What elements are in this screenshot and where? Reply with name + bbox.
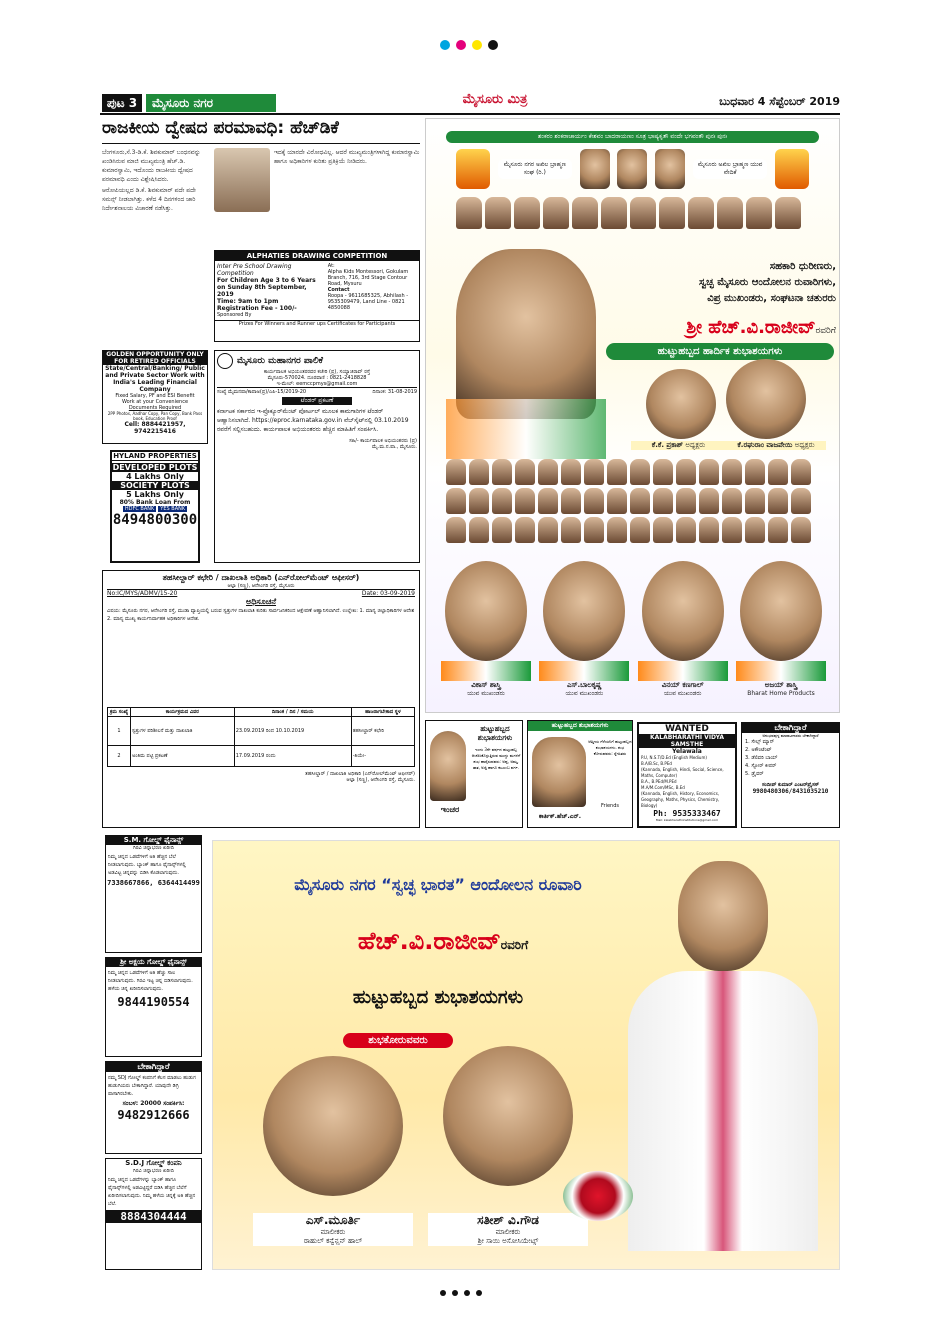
wanted2-phone: 9482912666 [117,1108,190,1122]
corporation-body: ಕರ್ನಾಟಕ ಸರ್ಕಾರದ ಇ-ಪ್ರೊಕ್ಯೂರ್‌ಮೆಂಟ್ ಪೋರ್ಟಲ್ ಮೂಲಕ ಕಾಮಗಾರಿಗಳ ಟೆಂಡರ್ ಆಹ್ವಾನಿಸಲಾಗಿದೆ. https://eproc.karnataka.gov.in ವೆಬ್‌ಸೈಟ್‌ನಲ್ಲಿ 03.10.2019 ರವರೆಗೆ ಸಲ್ಲಿಸಬಹುದು. ಕಾರ್ಯಪಾಲಕ ಅಭಿಯಂತರರು ಹೆಚ್ಚಿನ ಮಾಹಿತಿಗೆ ಸಂಪರ್ಕಿಸಿ. [217,408,409,433]
table-head-date: ದಿನಾಂಕ / ದಿನ / ಸಮಯ [234,708,351,717]
table-row [108,746,415,767]
person2-photo [726,359,806,439]
table-cell: 2 [108,746,131,767]
corporation-sub: ಕಾರ್ಯಪಾಲಕ ಅಭಿಯಂತರರವರ ಕಚೇರಿ (ಪ್ರ), ಸಯ್ಯಾಜಿರಾವ್ ರಸ್ತೆ [263,369,371,375]
supporter-photo [768,459,788,485]
page-number: ಪುಟ 3 [102,94,142,112]
tahsildar-head: ಅಧಿಸೂಚನೆ [245,597,277,606]
supporter-photo [543,197,569,229]
wanted2-title: ಬೇಕಾಗಿದ್ದಾರೆ [106,1062,201,1072]
person1-title: ಅಧ್ಯಕ್ಷರು [685,441,706,449]
banner-honoree [596,317,836,338]
supporter-photo [469,488,489,514]
bottom-person-1-photo [445,561,527,661]
section-title: ಮೈಸೂರು ನಗರ [146,94,276,112]
supporter-photo [601,197,627,229]
table-cell: 17.09.2019 ರಂದು [234,746,351,767]
bb-person1-photo [263,1056,403,1196]
supporter-photo [538,488,558,514]
banner-line1: ಸಹಕಾರಿ ಧುರೀಣರು, [769,261,836,272]
supporter-photo [745,459,765,485]
person1-name-text: ಕೆ.ಕೆ. ಪ್ರಕಾಶ್ [651,441,683,449]
drawing-competition-ad [214,250,420,342]
birthday-box-karthik [527,720,633,828]
birthday2-body: ಆತ್ಮೀಯ ಗೆಳೆಯನಿಗೆ ಹುಟ್ಟುಹಬ್ಬದ ಶುಭಾಶಯಗಳು. ಶುಭ ಕೋರುವವರು: ಸ್ನೇಹಿತರು [588,739,632,756]
tahsildar-signature2: ಆಲ್ಪಾ (ಸಣ್ಣ), ಆನೆಸಿಂಗರಿ ರಸ್ತೆ, ಮೈಸೂರು. [346,777,415,783]
bb-p1-name: ಎಸ್.ಮೂರ್ತಿ [305,1213,361,1227]
bottom-person-3-flag [638,661,728,681]
tahsildar-ref: No:IC/MYS/ADMV/15-20 [107,590,178,597]
bottom-person-3-name: ವಿನಯ್ ಕಣಗಾಲ್ [661,681,704,689]
reg-mark-yellow [472,40,482,50]
masthead: ಮೈಸೂರು ಮಿತ್ರ [462,92,528,107]
hyland-plots2: SOCIETY PLOTS [112,481,198,490]
list-item: 3. ಡೆಲಿವರಿ ಬಾಯ್ [745,755,778,761]
drawing-ad-sponsored: Sponsored By [217,312,252,318]
article-body-left [102,148,210,340]
table-head-desc: ಕಾರ್ಯಕ್ರಮದ ವಿವರ [131,708,235,717]
banner-honoree-suffix: ರವರಿಗೆ [815,326,836,336]
bottom-person-4-name: ಅಜಯ್ ಶಾಸ್ತ್ರಿ [764,681,798,689]
bottom-person-4-photo [740,561,822,661]
hyland-price2: 5 Lakhs Only [126,490,184,499]
header-rule [100,113,840,115]
drawing-ad-subtitle: Inter Pre School Drawing Competition [217,263,292,277]
list-item: (Kannada, English, History, Economics, Geography, Maths, Physics, Chemistry, Biology) [641,791,720,808]
bottom-person-3-photo [642,561,724,661]
corporation-address: ಮೈಸೂರು-570024. ದೂರವಾಣಿ : 0821-2418828 [267,375,367,381]
birthday2-title: ಹುಟ್ಟುಹಬ್ಬದ ಶುಭಾಶಯಗಳು [528,721,632,731]
bb-line1: ಮೈಸೂರು ನಗರ “ಸ್ವಚ್ಛ ಭಾರತ” ಆಂದೋಲನ ರೂವಾರಿ [294,875,582,894]
gold2-body: ನಿಮ್ಮ ಚಿನ್ನದ ಒಡವೆಗಳಿಗೆ ಅತಿ ಹೆಚ್ಚು ಸಾಲ ನೀಡಲಾಗುವುದು. ಗಿರವಿ ಇಟ್ಟ ಚಿನ್ನ ಬಿಡಿಸಲಾಗುವುದು. ಹಳೆಯ ಚಿನ್ನ ಖರೀದಿಸಲಾಗುವುದು. [108,970,193,992]
tahsildar-date: Date: 03-09-2019 [361,590,415,597]
reg-mark-black [464,1290,470,1296]
drawing-ad-contact-label: Contact [327,287,350,293]
supporter-photo [515,488,535,514]
wanted-email: Mail: kalabharathiinstitutions@gmail.com [655,818,719,822]
wanted-kn-contact: ಸಂದೀಪ್ ಕುಮಾರ್ ಎಂಟರ್‌ಪ್ರೈಸಸ್ [761,782,820,788]
reg-mark-black [452,1290,458,1296]
tahsildar-title: ತಹಸೀಲ್ದಾರ್ ಕಛೇರಿ / ದಾಖಲಾತಿ ಅಧಿಕಾರಿ (ಎನ್‌ರೋಲ್‌ಮೆಂಟ್ ಆಫೀಸರ್) [162,573,360,582]
table-cell: ತಹಸೀಲ್ದಾರ್ ಕಛೇರಿ [351,717,414,746]
supporter-photo [492,488,512,514]
golden-ad-title: GOLDEN OPPORTUNITY ONLY FOR RETIRED OFFICIALS [103,351,207,365]
gold1-title: S.M. ಗೋಲ್ಡ್ ಫೈನಾನ್ಸ್ [106,836,201,845]
corporation-tender-notice [214,350,420,563]
list-item: 4. ಸ್ಟೋರ್ ಕೀಪರ್ [745,763,777,769]
banner-line3: ವಿಪ್ರ ಮುಖಂಡರು, ಸಂಘಟನಾ ಚತುರರು [707,293,836,304]
deity-left [456,149,490,189]
bottom-person-2-flag [539,661,629,681]
supporter-photo [699,517,719,543]
person2-name-text: ಕೆ.ರಘುರಾಂ ವಾಜಪೇಯಿ [737,441,793,449]
banner-honoree-name: ಶ್ರೀ ಹೆಚ್.ವಿ.ರಾಜೀವ್ [686,317,816,338]
bb-bouquet [563,1171,633,1221]
bottom-person-1-flag [441,661,531,681]
supporter-photo [584,459,604,485]
sdj-body: ನಿಮ್ಮ ಚಿನ್ನದ ಒಡವೆಗಳನ್ನು ಬ್ಯಾಂಕ್ ಹಾಗೂ ಫೈನಾನ್ಸ್‌ಗಳಲ್ಲಿ ಅಡವಿಟ್ಟಿದ್ದರೆ ಬಿಡಿಸಿ ಹೆಚ್ಚಿನ ಬೆಲೆಗೆ ಖರೀದಿಸಲಾಗುವುದು. ನಿಮ್ಮ ಹಳೆಯ ಚಿನ್ನಕ್ಕೆ ಅತಿ ಹೆಚ್ಚಿನ ಬೆಲೆ. [108,1177,196,1207]
bb-honoree-suffix: ರವರಿಗೆ [500,938,529,952]
birthday1-name: ಇಂಚರ [440,805,460,814]
supporter-photo [514,197,540,229]
supporter-photo [515,459,535,485]
person2-title: ಅಧ್ಯಕ್ಷರು [794,441,815,449]
supporter-photo [572,197,598,229]
supporter-photo [676,459,696,485]
wanted-kn-list [742,738,839,778]
bb-honoree-name: ಹೆಚ್.ವಿ.ರಾಜೀವ್ [357,927,501,955]
bottom-person-2-name: ಎಸ್.ಬಾಲಕೃಷ್ಣ [567,681,602,689]
bottom-person-4-title: Bharat Home Products [747,690,815,697]
bottom-person-4-flag [736,661,826,681]
akshaya-gold-finance-ad [105,957,202,1057]
gold1-phone: 7338667866, 6364414499 [107,879,200,887]
person2-name [726,441,826,450]
wanted-kalabharathi-ad [637,722,737,828]
supporter-photo [745,517,765,543]
birthday2-name: ಕಾರ್ತಿಕ್.ಹೆಚ್.ಎನ್. [538,813,582,820]
tahsildar-sub: ಆಲ್ಪಾ (ಸಣ್ಣ), ಆನೆಸಿಂಗರಿ ರಸ್ತೆ, ಮೈಸೂರು [107,583,415,590]
article-para-3: ಇದಕ್ಕೆ ಯಾರದೇ ವಿರೋಧವಿಲ್ಲ. ಆದರೆ ಮುಖ್ಯಮಂತ್ರಿಗಳಾಗಿದ್ದ ಕುಮಾರಸ್ವಾಮಿ ಹಾಗೂ ಅಧಿಕಾರಿಗಳ ಕುರಿತು ಪ್ರತಿಕ್ರಿಯೆ ನೀಡಿದರು. [274,149,420,165]
wanted2-body: ನಮ್ಮ SDJ ಗೋಲ್ಡ್ ಕಂಪನಿಗೆ ಕೆಲಸ ಮಾಡಲು ಹುಡುಗ ಹುಡುಗಿಯರು ಬೇಕಾಗಿದ್ದಾರೆ. ಯಾವುದೇ ಡಿಗ್ರಿ ಪಾಸಾಗಿರಬೇಕು. [108,1075,196,1097]
supporter-photo [446,517,466,543]
bottom-person-4 [736,561,826,711]
supporter-photo [768,517,788,543]
hyland-properties-ad [110,450,200,563]
table-head-no: ಕ್ರಮ ಸಂಖ್ಯೆ [108,708,131,717]
sdj-sub: ಗಿರವಿ ಚಿನ್ನಾಭರಣ ಖರೀದಿ [133,1168,174,1174]
saint-2 [617,149,647,189]
person1-name [631,441,726,450]
drawing-ad-line1: For Children Age 3 to 6 Years on Sunday 8th September, 2019 [217,277,316,298]
drawing-ad-title: ALPHATIES DRAWING COMPETITION [215,251,419,261]
supporter-photo [456,197,482,229]
supporter-faces-grid [446,459,826,543]
list-item: 1. ಸೇಲ್ಸ್ ಮ್ಯಾನ್ [745,739,775,745]
supporter-photo [538,459,558,485]
table-cell: 23.09.2019 ರಿಂದ 10.10.2019 [234,717,351,746]
supporter-photo [561,459,581,485]
supporter-photo [515,517,535,543]
wanted-kannada-ad [741,722,840,828]
list-item: (Kannada, English, Hindi, Social, Science, Maths, Computer) [641,767,724,778]
supporter-photo [538,517,558,543]
corporation-title: ಮೈಸೂರು ಮಹಾನಗರ ಪಾಲಿಕೆ [237,356,323,366]
supporter-photo [746,197,772,229]
birthday2-friends: Friends [601,803,619,809]
sm-gold-finance-ad [105,835,202,953]
golden-ad-docs: 2PP Photos, Aadhar Copy, Pan Copy, Bank Pass book, Education Proof [107,411,203,421]
tahsildar-body: ವಿಷಯ: ಮೈಸೂರು ನಗರ, ಆನೆಸಿಂಗರಿ ರಸ್ತೆ, ಮುಡಾ ವ್ಯಾಪ್ತಿಯಲ್ಲಿ ಬರುವ ಸ್ವತ್ತುಗಳ ದಾಖಲಾತಿ ಕುರಿತು ಸಾರ್ವಜನಿಕರಿಂದ ಆಕ್ಷೇಪಣೆ ಆಹ್ವಾನಿಸಲಾಗಿದೆ. ಉಲ್ಲೇಖ: 1. ಮಾನ್ಯ ಜಿಲ್ಲಾಧಿಕಾರಿಗಳ ಆದೇಶ 2. ಮಾನ್ಯ ಮುಖ್ಯ ಕಾರ್ಯನಿರ್ವಾಹಕ ಅಧಿಕಾರಿಗಳ ಆದೇಶ. [107,608,415,622]
corporation-date: ದಿನಾಂಕ: 31-08-2019 [372,389,417,395]
article-para-2: ಆರೋಪಿಯಲ್ಲದ ಡಿ.ಕೆ. ಶಿವಕುಮಾರ್ ಪದೇ ಪದೇ ಸಮನ್ಸ್ ನೀಡಲಾಗಿತ್ತು. ಕಳೆದ 4 ದಿನಗಳಿಂದ ಜಾರಿ ನಿರ್ದೇಶನಾಲಯ ವಿಚಾರಣೆ ನಡೆಸಿತ್ತು. [102,187,196,212]
bottom-person-2-title: ಯುವ ಮುಖಂಡರು [565,690,604,697]
supporter-photo [722,517,742,543]
table-cell: -ತಿಯೇ- [351,746,414,767]
golden-ad-phone: Cell: 8884421957, 9742215416 [124,421,186,435]
banner-org-right: ಮೈಸೂರು ಅಖಿಲ ಬ್ರಾಹ್ಮಣ ಯುವ ವೇದಿಕೆ [693,159,767,179]
supporter-photo [630,197,656,229]
supporter-photo [561,517,581,543]
bb-honoree-head [678,861,768,971]
birthday1-title: ಹುಟ್ಟುಹಬ್ಬದ ಶುಭಾಶಯಗಳು [477,725,513,742]
sdj-phone: 8884304444 [106,1210,201,1223]
supporter-photo [676,488,696,514]
golden-ad-convenience: Work at your Convenience [121,399,189,405]
wanted-kn-phone: 9980480306/8431035210 [752,788,829,795]
supporter-photo [607,488,627,514]
wanted-sdj-ad [105,1061,202,1154]
bottom-person-3-title: ಯುವ ಮುಖಂಡರು [663,690,702,697]
supporter-photo [446,488,466,514]
supporter-photo [446,459,466,485]
list-item: 5. ಡ್ರೈವರ್ [745,771,764,777]
bb-person2-label [428,1213,588,1246]
supporter-photo [469,517,489,543]
table-cell: 1 [108,717,131,746]
tahsildar-signature: ತಹಸೀಲ್ದಾರ್ / ದಾಖಲಾತಿ ಅಧಿಕಾರಿ (ಎನ್‌ರೋಲ್‌ಮೆಂಟ್ ಆಫೀಸರ್) [305,771,415,777]
supporter-photo [653,517,673,543]
gold1-sub: ಗಿರವಿ ಚಿನ್ನಾಭರಣ ಖರೀದಿ [133,845,174,851]
wanted-kn-title: ಬೇಕಾಗಿದ್ದಾರೆ [742,723,839,733]
child-photo [430,731,466,801]
supporter-photo [584,517,604,543]
saint-3 [655,149,685,189]
bottom-person-1 [441,561,531,711]
supporter-photo [791,459,811,485]
corporation-notice-head: ಟೆಂಡರ್ ಪ್ರಕಟಣೆ [282,397,352,405]
flag-stripe [446,399,606,459]
supporter-faces-row1 [456,197,816,229]
list-item: 2. ಅಕೌಂಟೆಂಟ್ [745,747,772,753]
supporter-photo [659,197,685,229]
bb-person1-label [253,1213,413,1246]
banner-tagline [626,259,836,307]
birthday1-body: ಇಂದು 3ನೇ ವರ್ಷದ ಹುಟ್ಟುಹಬ್ಬ ಆಚರಿಸಿಕೊಳ್ಳುತ್ತಿರುವ ಮುದ್ದು ಮಗಳಿಗೆ ಶುಭ ಹಾರೈಸುವವರು: ಅಪ್ಪ, ಅಮ್ಮ, ತಾತ, ಅಜ್ಜಿ ಹಾಗೂ ಕುಟುಂಬ ವರ್ಗ. [471,747,521,770]
article-para-1: ಬೆಂಗಳೂರು,ಸೆ.3-ಡಿ.ಕೆ. ಶಿವಕುಮಾರ್ ಬಂಧನವನ್ನು ಖಂಡಿಸಿರುವ ಮಾಜಿ ಮುಖ್ಯಮಂತ್ರಿ ಹೆಚ್.ಡಿ. ಕುಮಾರಸ್ವಾಮಿ, ಇದೊಂದು ರಾಜಕೀಯ ದ್ವೇಷದ ಪರಮಾವಧಿ ಎಂದು ವಿಶ್ಲೇಷಿಸಿದರು. [102,149,201,183]
supporter-photo [584,488,604,514]
supporter-photo [485,197,511,229]
banner-org-left: ಮೈಸೂರು ನಗರ ಅಖಿಲ ಬ್ರಾಹ್ಮಣ ಸಂಘ (ರಿ.) [498,159,572,179]
bottom-person-2-photo [543,561,625,661]
wanted-list [639,755,735,809]
supporter-photo [653,459,673,485]
birthday-banner-rajeev [425,118,840,713]
wanted2-salary: ಸಂಬಳ: 20000 ಸಂಪರ್ಕಿಸಿ: [122,1100,185,1107]
supporter-photo [469,459,489,485]
list-item: B.A., B.PEd/M.PEd [641,779,677,784]
wanted-title: WANTED [665,724,709,734]
sdj-title: S.D.J ಗೋಲ್ಡ್ ಕಂಪನಿ [125,1159,182,1167]
gold2-phone: 9844190554 [117,995,190,1009]
drawing-ad-venue: Alpha Kids Montessori, Gokulam Branch, 716, 3rd Stage Contour Road, Mysuru [327,269,409,287]
bb-p1-org: ರಾಹುಲ್ ಕನ್ವೆನ್ಷನ್ ಹಾಲ್ [303,1237,363,1245]
supporter-photo [722,459,742,485]
table-head-place: ಹಾಜರಾಗಬೇಕಾದ ಸ್ಥಳ [351,708,414,717]
drawing-ad-line2: Time: 9am to 1pm [217,298,279,305]
supporter-photo [607,517,627,543]
drawing-ad-contact: Roopa - 9611685325, Abhilash - 9535309479, Land Line - 0821 4850088 [327,293,409,311]
article-photo [214,148,270,212]
wanted-kn-sub: ಅನುಭವವುಳ್ಳ ಮಾರಾಟಗಾರರು ಬೇಕಾಗಿದ್ದಾರೆ [762,733,819,738]
bottom-person-2 [539,561,629,711]
supporter-photo [699,488,719,514]
hyland-brand: HYLAND PROPERTIES [113,452,197,460]
bb-greeting: ಹುಟ್ಟುಹಬ್ಬದ ಶುಭಾಶಯಗಳು [352,987,524,1008]
honoree-photo [456,249,596,419]
bb-person2-photo [443,1046,573,1186]
hyland-bank2: YES BANK [160,506,186,512]
bottom-person-1-title: ಯುವ ಮುಖಂಡರು [467,690,505,697]
banner-line2: ಸ್ವಚ್ಛ ಮೈಸೂರು ಆಂದೋಲನ ರುವಾರಿಗಳು, [699,277,836,288]
hyland-price1: 4 Lakhs Only [126,472,184,481]
issue-date: ಬುಧವಾರ 4 ಸೆಪ್ಟೆಂಬರ್ 2019 [719,95,840,108]
corporation-signature2: ಮೈ.ಮ.ನ.ಪಾ., ಮೈಸೂರು. [372,444,417,450]
bb-honoree-photo [623,861,823,1261]
list-item: B.A/B.Sc, B.PEd [641,761,672,766]
bottom-person-1-name: ವಿಕಾಸ್ ಶಾಸ್ತ್ರಿ [471,681,501,689]
supporter-photo [630,488,650,514]
supporter-photo [653,488,673,514]
table-cell: ಸ್ವತ್ತುಗಳ ಪರಿಶೀಲನೆ ಮತ್ತು ದಾಖಲಾತಿ [131,717,235,746]
list-item: M.A/M.Com/MSc, B.Ed [641,785,685,790]
person1-photo [646,369,716,439]
reg-mark-black [440,1290,446,1296]
bottom-four-photos [441,561,826,711]
wanted-place: Yelawala [672,748,702,755]
drawing-ad-at: At: [327,263,335,269]
supporter-photo [607,459,627,485]
hyland-plots1: DEVELOPED PLOTS [112,463,198,472]
bb-wishers: ಶುಭಕೋರುವವರು [343,1033,453,1048]
friend-photo [532,737,586,807]
bottom-person-3 [638,561,728,711]
deity-right [775,149,809,189]
corporation-email: ಇ-ಮೇಲ್: eemccpmys@gmail.com [217,381,417,388]
wanted-org: KALABHARATHI VIDYA SAMSTHE [639,734,735,748]
reg-mark-cyan [440,40,450,50]
corporation-signature: ಸಹಿ/- ಕಾರ್ಯಪಾಲಕ ಅಭಿಯಂತರರು (ಪ್ರ) [349,438,417,444]
supporter-photo [722,488,742,514]
golden-ad-body: State/Central/Banking/ Public and Private Sector Work with India's Leading Financial Company [105,365,205,393]
saint-1 [580,149,610,189]
supporter-photo [630,459,650,485]
bb-p2-name: ಸತೀಶ್ ವಿ.ಗೌಡ [477,1213,539,1227]
gold2-title: ಶ್ರೀ ಅಕ್ಷಯ ಗೋಲ್ಡ್ ಫೈನಾನ್ಸ್ [106,958,201,967]
bb-honoree-body [628,971,818,1251]
golden-ad-salary: Fixed Salary, PF and ESI Benefit [115,393,195,399]
drawing-ad-footer: Prizes For Winners and Runner ups Certificates for Participants [215,320,419,327]
reg-mark-black [476,1290,482,1296]
tahsildar-table [107,707,415,767]
supporter-photo [492,517,512,543]
supporter-photo [688,197,714,229]
golden-ad-docs-title: Documents Required [128,405,182,411]
hyland-bank1: HDFC BANK [124,506,155,512]
supporter-photo [791,517,811,543]
supporter-photo [768,488,788,514]
hyland-loan: 80% Bank Loan From [119,499,191,506]
table-row [108,717,415,746]
banner-greeting: ಹುಟ್ಟುಹಬ್ಬದ ಹಾರ್ದಿಕ ಶುಭಾಶಯಗಳು [606,343,834,360]
wanted-phone: Ph: 9535333467 [653,809,721,818]
golden-opportunity-ad [102,350,208,444]
corporation-ref: ಸಂಖ್ಯೆ ಮೈಮನಪಾ/ಕಾಪಾಅ(ಪ್ರ)/ಎಪಿ-15/2019-20 [217,389,307,395]
supporter-photo [676,517,696,543]
supporter-photo [699,459,719,485]
tahsildar-notice [102,570,420,828]
drawing-ad-line3: Registration Fee - 100/- [217,305,297,312]
supporter-photo [775,197,801,229]
gold1-body: ನಿಮ್ಮ ಚಿನ್ನದ ಒಡವೆಗಳಿಗೆ ಅತಿ ಹೆಚ್ಚಿನ ಬೆಲೆ ನೀಡಲಾಗುವುದು. ಬ್ಯಾಂಕ್ ಹಾಗೂ ಫೈನಾನ್ಸ್‌ಗಳಲ್ಲಿ ಅಡವಿಟ್ಟ ಚಿನ್ನವನ್ನು ಬಿಡಿಸಿ ಕೊಡಲಾಗುವುದು. [108,854,186,876]
reg-mark-black [488,40,498,50]
bb-p2-title: ಮಾಲೀಕರು [495,1228,521,1236]
bb-honoree [293,927,593,955]
hyland-phone: 8494800300 [112,512,198,528]
supporter-photo [745,488,765,514]
birthday-box-inchara [425,720,523,828]
bb-p2-org: ಶ್ರೀ ಸಾಯಿ ಅಸೋಸಿಯೇಟ್ಸ್ [477,1237,539,1245]
sdj-gold-company-ad [105,1158,202,1270]
corporation-emblem-icon [217,353,233,369]
supporter-photo [717,197,743,229]
supporter-photo [791,488,811,514]
article-headline: ರಾಜಕೀಯ ದ್ವೇಷದ ಪರಮಾವಧಿ: ಹೆಚ್‌ಡಿಕೆ [102,118,420,144]
list-item: P.U, N.S.T/D.Ed (English Medium) [641,755,707,760]
birthday-banner-swachh [212,840,840,1270]
table-cell: ಅಂತಿಮ ಪಟ್ಟಿ ಪ್ರಕಟಣೆ [131,746,235,767]
supporter-photo [492,459,512,485]
reg-mark-magenta [456,40,466,50]
banner-topline: ಶಂಕರಂ ಶಂಕರಾಚಾರ್ಯಂ ಕೇಶವಂ ಬಾದರಾಯಣಂ ಸೂತ್ರ ಭಾಷ್ಯಕೃತೌ ವಂದೇ ಭಗವಂತೌ ಪುನಃ ಪುನಃ [446,131,819,143]
article-body-right [274,148,420,248]
supporter-photo [561,488,581,514]
supporter-photo [630,517,650,543]
bb-p1-title: ಮಾಲೀಕರು [320,1228,346,1236]
